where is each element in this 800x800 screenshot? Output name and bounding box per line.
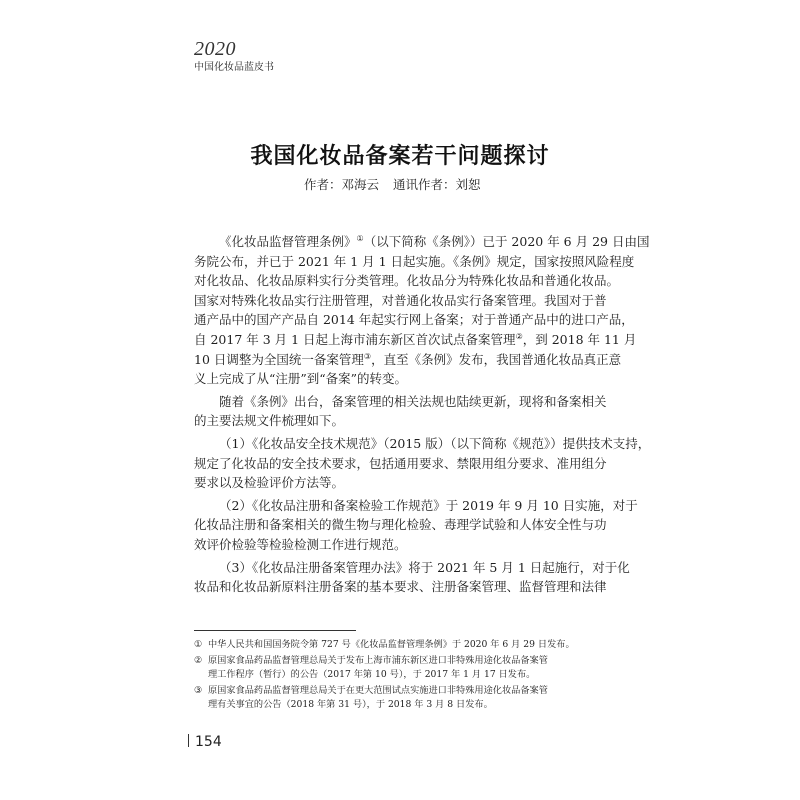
text-line: 妆品和化妆品新原料注册备案的基本要求、注册备案管理、监督管理和法律 <box>194 579 607 595</box>
paragraph-2 <box>194 392 606 431</box>
text-line: 对化妆品、化妆品原料实行分类管理。化妆品分为特殊化妆品和普通化妆品。 <box>194 273 620 289</box>
text-line: 随着《条例》出台，备案管理的相关法规也陆续更新，现将和备案相关 <box>219 393 607 409</box>
footnote-divider <box>194 630 356 631</box>
text-line: 的主要法规文件梳理如下。 <box>194 413 345 429</box>
footnote-text: 中华人民共和国国务院令第 727 号《化妆品监督管理条例》于 2020 年 6 月 29 日发布。 <box>208 639 575 650</box>
header-series-title: 中国化妆品蓝皮书 <box>194 62 274 73</box>
text-line: （3）《化妆品注册备案管理办法》将于 2021 年 5 月 1 日起施行，对于化 <box>219 559 630 575</box>
text-line: 规定了化妆品的安全技术要求，包括通用要求、禁限用组分要求、准用组分 <box>194 455 607 471</box>
footnote <box>194 654 614 682</box>
corresponding-author: 通讯作者：刘恕 <box>393 177 481 192</box>
footnote-mark: ③ <box>194 685 203 696</box>
footnote <box>194 638 614 652</box>
text-line: 要求以及检验评价方法等。 <box>194 475 345 491</box>
text-line: 化妆品注册和备案相关的微生物与理化检验、毒理学试验和人体安全性与功 <box>194 517 607 533</box>
author-line <box>304 176 481 194</box>
paragraph-4 <box>194 496 638 555</box>
running-header <box>194 38 274 74</box>
footnote-ref: ① <box>356 234 364 243</box>
paragraph-1 <box>194 232 650 389</box>
text-line: 国家对特殊化妆品实行注册管理，对普通化妆品实行备案管理。我国对于普 <box>194 292 607 308</box>
footnote <box>194 684 614 712</box>
footnote-text: 原国家食品药品监督管理总局关于在更大范围试点实施进口非特殊用途化妆品备案管 理有关事宜的公告（2018 年第 31 号），于 2018 年 3 月 8 日发布。 <box>208 685 548 710</box>
text-line: 务院公布，并已于 2021 年 1 月 1 日起实施。《条例》规定，国家按照风险程度 <box>194 253 635 269</box>
text-line: 通产品中的国产产品自 2014 年起实行网上备案；对于普通产品中的进口产品， <box>194 312 634 328</box>
article-title: 我国化妆品备案若干问题探讨 <box>250 144 550 169</box>
page-number-rule <box>188 734 189 747</box>
text-line: （2）《化妆品注册和备案检验工作规范》于 2019 年 9 月 10 日实施，对于 <box>219 497 638 513</box>
page-number: 154 <box>188 733 222 751</box>
author-name: 作者：邓海云 <box>304 177 380 192</box>
paragraph-3 <box>194 434 651 493</box>
text-line: 义上完成了从“注册”到“备案”的转变。 <box>194 371 408 387</box>
text-line: 自 2017 年 3 月 1 日起上海市浦东新区首次试点备案管理②，到 2018 年 11 月 <box>194 331 637 347</box>
footnote-text: 原国家食品药品监督管理总局关于发布上海市浦东新区进口非特殊用途化妆品备案管 理工作程序（暂行）的公告（2017 年第 10 号），于 2017 年 1 月 17 日发布。 <box>208 655 548 680</box>
article-body <box>194 232 651 600</box>
footnote-mark: ② <box>194 655 203 666</box>
text-line: （1）《化妆品安全技术规范》（2015 版）（以下简称《规范》）提供技术支持， <box>219 435 651 451</box>
footnote-mark: ① <box>194 639 203 650</box>
text-line: 《化妆品监督管理条例》①（以下简称《条例》）已于 2020 年 6 月 29 日由国 <box>219 234 650 249</box>
paragraph-5 <box>194 558 630 597</box>
text-line: 10 日调整为全国统一备案管理③，直至《条例》发布，我国普通化妆品真正意 <box>194 351 622 367</box>
footnote-ref: ③ <box>363 351 372 361</box>
text-line: 效评价检验等检验检测工作进行规范。 <box>194 536 407 552</box>
footnote-ref: ② <box>515 331 523 341</box>
header-year: 2020 <box>194 38 236 60</box>
footnotes <box>194 638 614 714</box>
